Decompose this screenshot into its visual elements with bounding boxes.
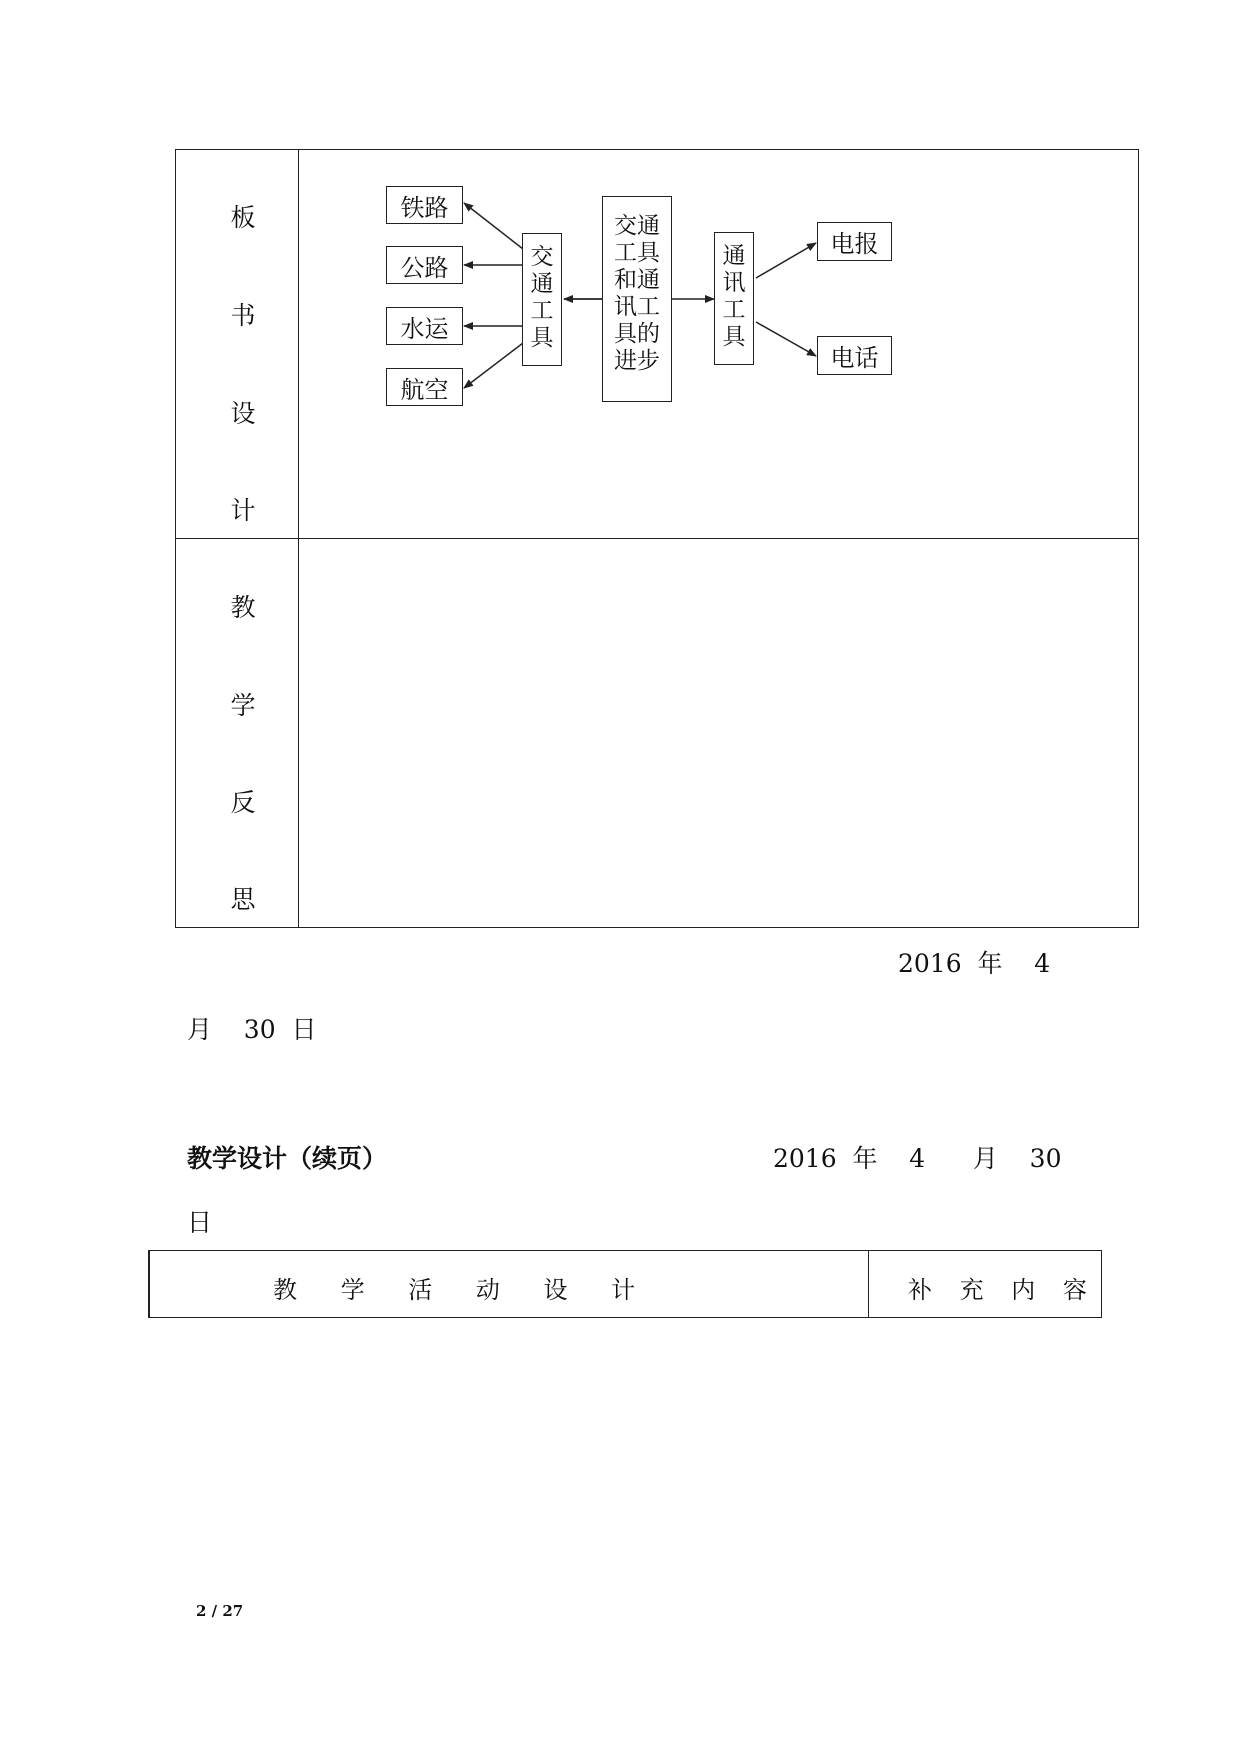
- road-box: 公路: [386, 246, 463, 284]
- row-label-char: 书: [230, 301, 256, 330]
- activity-design-header: 教 学 活 动 设 计: [273, 1276, 654, 1304]
- arrow-to-air: [464, 343, 523, 388]
- railway-box: 铁路: [386, 186, 463, 224]
- continuation-date-day: 日: [187, 1208, 213, 1237]
- row-label-char: 计: [230, 496, 256, 525]
- page-number: 2 / 27: [196, 1602, 244, 1620]
- transport-tools-box: 交 通 工 具: [522, 233, 562, 366]
- aviation-box: 航空: [386, 368, 463, 406]
- row-label-char: 设: [230, 399, 256, 428]
- date-line-2: 月 30 日: [187, 1015, 317, 1044]
- water-transport-box: 水运: [386, 307, 463, 345]
- communication-tools-box: 通 讯 工 具: [714, 232, 754, 365]
- row-label-char: 板: [230, 203, 256, 232]
- arrow-to-railway: [464, 203, 523, 249]
- row-label-char: 学: [230, 691, 256, 720]
- telegraph-box: 电报: [817, 222, 892, 261]
- date-line-1: 2016 年 4: [898, 949, 1051, 978]
- arrow-to-telephone: [756, 322, 816, 356]
- row-label-char: 教: [230, 593, 256, 622]
- supplement-content-header: 补 充 内 容: [908, 1276, 1097, 1304]
- continuation-date: 2016 年 4 月 30: [773, 1144, 1062, 1173]
- row-label-char: 反: [230, 788, 256, 817]
- continuation-title: 教学设计（续页）: [187, 1144, 388, 1173]
- progress-center-box: 交通 工具 和通 讯工 具的 进步: [602, 196, 672, 402]
- row-label-char: 思: [230, 885, 256, 914]
- telephone-box: 电话: [817, 336, 892, 375]
- arrow-to-telegraph: [756, 243, 816, 278]
